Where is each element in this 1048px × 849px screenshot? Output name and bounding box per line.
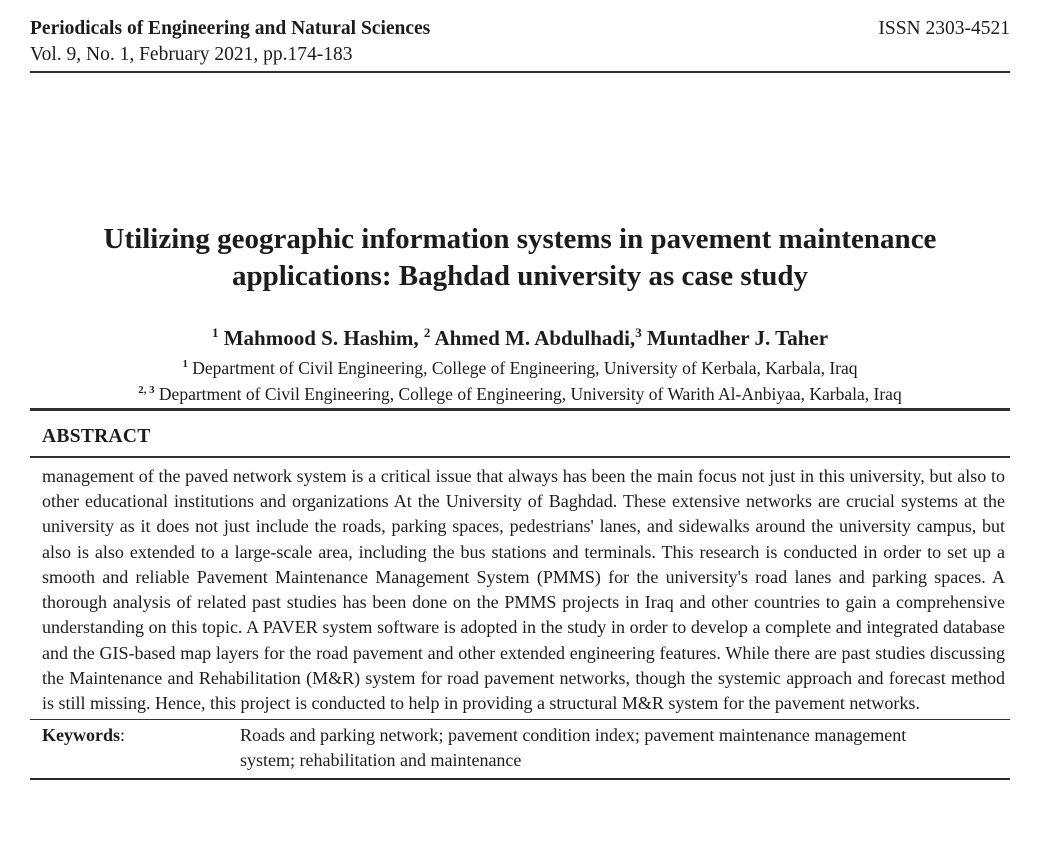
affiliation-1-text: Department of Civil Engineering, College of Engineering, University of Kerbala, Karbala, Iraq: [187, 357, 858, 378]
affiliation-1: [30, 353, 1010, 379]
paper-title: Utilizing geographic information systems in pavement maintenance applications: Baghdad university as case study: [103, 223, 937, 292]
keywords-label: [42, 723, 240, 774]
affiliation-2-superscript: 2, 3: [138, 383, 155, 396]
keywords-text: Roads and parking network; pavement condition index; pavement maintenance management system; rehabilitation and maintenance: [240, 724, 907, 770]
author-2-name: Ahmed M. Abdulhadi,: [430, 326, 636, 350]
author-3-name: Muntadher J. Taher: [641, 326, 829, 350]
header-rule: [30, 71, 1010, 73]
affiliation-1-superscript: 1: [182, 358, 188, 370]
bottom-rule: [30, 778, 1010, 780]
journal-header-row: [30, 16, 1010, 42]
author-1-name: Mahmood S. Hashim,: [218, 326, 424, 350]
journal-issn: ISSN 2303-4521: [878, 18, 1010, 39]
author-3-superscript: 3: [635, 325, 642, 340]
journal-header: [30, 16, 1010, 73]
journal-volume-line: Vol. 9, No. 1, February 2021, pp.174-183: [30, 44, 353, 65]
author-2-superscript: 2: [423, 325, 431, 340]
abstract-heading: ABSTRACT: [42, 425, 151, 447]
author-1-superscript: 1: [211, 325, 219, 340]
journal-name: Periodicals of Engineering and Natural Sciences: [30, 18, 431, 39]
keywords-label-colon: :: [120, 724, 126, 745]
affiliation-2: [30, 379, 1010, 405]
keywords-label-text: Keywords: [42, 724, 120, 745]
authors-line: [30, 320, 1010, 351]
abstract-text: management of the paved network system is a critical issue that always has been the main focus not just in this university, but also to other educational institutions and organizations At the University of Baghdad. These extensive networks are crucial systems at the university as it does not just include the roads, parking spaces, pedestrians' lanes, and sidewalks around the university campus, but also is also extended to a large-scale area, including the bus stations and terminals. This research is conducted in order to set up a smooth and reliable Pavement Maintenance Management System (PMMS) for the university's road lanes and parking spaces. A thorough analysis of related past studies has been done on the PMMS projects in Iraq and other countries to gain a comprehensive understanding on this topic. A PAVER system software is adopted in the study in order to develop a complete and integrated database and the GIS-based map layers for the road pavement and other extended engineering features. While there are past studies discussing the Maintenance and Rehabilitation (M&R) system for road pavement networks, though the systemic approach and forecast method is still missing. Hence, this project is conducted to help in providing a structural M&R system for the pavement networks.: [42, 465, 1005, 714]
keywords-row: [30, 720, 1010, 779]
affiliations-rule: [30, 408, 1010, 411]
affiliation-2-text: Department of Civil Engineering, College of Engineering, University of Warith Al-Anbiyaa, Karbala, Iraq: [154, 383, 902, 404]
